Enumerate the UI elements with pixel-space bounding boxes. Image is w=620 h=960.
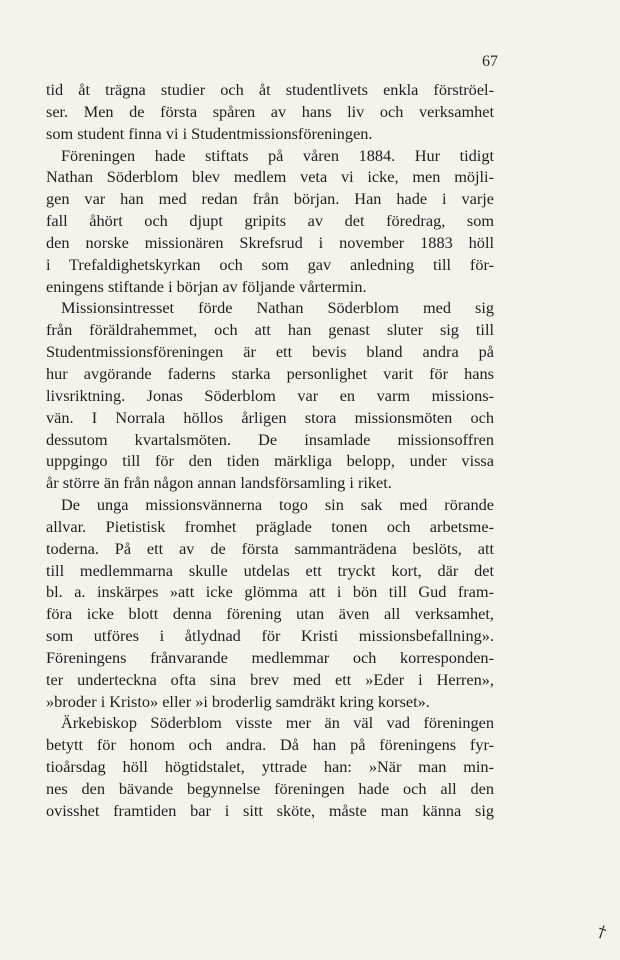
text-line: till medlemmarna skulle utdelas ett tryckt kort, där det <box>46 560 494 580</box>
text-line: toderna. På ett av de första sammanträdena beslöts, att <box>46 538 494 558</box>
text-line: ter underteckna ofta sina brev med ett »Eder i Herren», <box>46 669 494 689</box>
text-line: Nathan Söderblom blev medlem veta vi icke, men möjli- <box>46 167 494 187</box>
text-line: som student finna vi i Studentmissionsföreningen. <box>46 123 373 143</box>
text-line: ser. Men de första spåren av hans liv och verksamhet <box>46 101 494 121</box>
text-line: Ärkebiskop Söderblom visste mer än väl vad föreningen <box>61 713 494 733</box>
text-line: ovisshet framtiden bar i sitt sköte, måste man känna sig <box>46 800 494 820</box>
text-line: livsriktning. Jonas Söderblom var en varm missions- <box>46 385 494 405</box>
text-line: tioårsdag höll högtidstalet, yttrade han: »När man min- <box>46 757 494 777</box>
text-line: dessutom kvartalsmöten. De insamlade missionsoffren <box>46 429 494 449</box>
text-line: gen var han med redan från början. Han hade i varje <box>46 189 494 209</box>
text-line: Missionsintresset förde Nathan Söderblom med sig <box>61 298 494 318</box>
text-line: allvar. Pietistisk fromhet präglade tonen och arbetsme- <box>46 516 494 536</box>
page-number: 67 <box>482 53 498 70</box>
text-line: som utföres i åtlydnad för Kristi missionsbefallning». <box>46 626 494 646</box>
text-line: »broder i Kristo» eller »i broderlig samdräkt kring korset». <box>46 691 430 711</box>
text-line: år större än från någon annan landsförsamling i riket. <box>46 473 392 493</box>
text-line: Föreningen hade stiftats på våren 1884. Hur tidigt <box>61 145 494 165</box>
text-line: vän. I Norrala höllos årligen stora missionsmöten och <box>46 407 494 427</box>
text-line: fall åhört och djupt gripits av det föredrag, som <box>46 211 494 231</box>
text-line: Studentmissionsföreningen är ett bevis bland andra på <box>46 342 494 362</box>
text-line: bl. a. inskärpes »att icke glömma att i bön till Gud fram- <box>46 582 494 602</box>
corner-mark-icon: † <box>595 921 609 942</box>
text-line: De unga missionsvännerna togo sin sak med rörande <box>61 495 494 515</box>
text-line: uppgingo till för den tiden märkliga belopp, under vissa <box>46 451 494 471</box>
text-line: nes den bävande begynnelse föreningen hade och all den <box>46 779 494 798</box>
text-line: Föreningens frånvarande medlemmar och korresponden- <box>46 647 494 667</box>
text-line: föra icke blott denna förening utan även all verksamhet, <box>46 604 494 624</box>
text-line: hur avgörande faderns starka personlighet varit för hans <box>46 363 494 383</box>
text-line: den norske missionären Skrefsrud i november 1883 höll <box>46 232 494 252</box>
text-line: från föräldrahemmet, och att han genast sluter sig till <box>46 320 494 340</box>
body-text <box>46 79 494 822</box>
text-line: betytt för honom och andra. Då han på föreningens fyr- <box>46 735 494 755</box>
text-line: tid åt trägna studier och åt studentlivets enkla förströel- <box>46 80 494 99</box>
text-line: eningens stiftande i början av följande vårtermin. <box>46 276 367 296</box>
text-line: i Trefaldighetskyrkan och som gav anledning till för- <box>46 254 494 274</box>
